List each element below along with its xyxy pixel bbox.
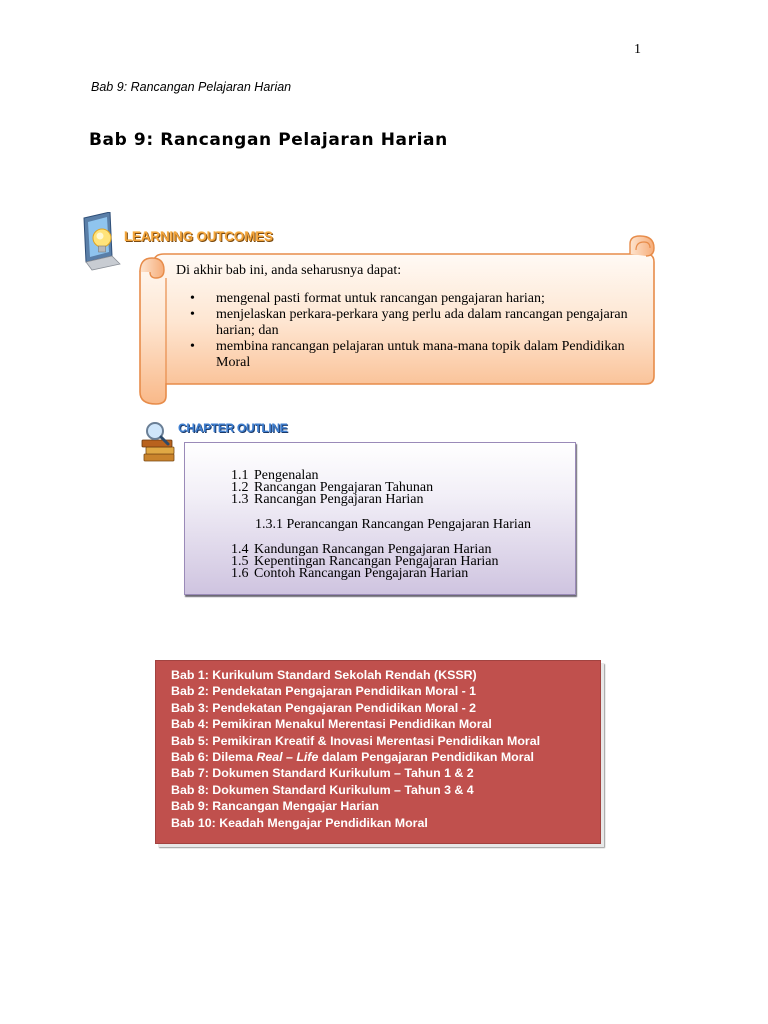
running-header: Bab 9: Rancangan Pelajaran Harian bbox=[91, 80, 292, 94]
chapter-outline-heading: CHAPTER OUTLINE bbox=[178, 421, 288, 435]
outline-item: 1.3 Rancangan Pengajaran Harian bbox=[231, 492, 424, 507]
chapter-list-item: Bab 10: Keadah Mengajar Pendidikan Moral bbox=[171, 815, 428, 830]
outline-item: 1.1 Pengenalan bbox=[231, 468, 319, 483]
learning-outcomes-intro: Di akhir bab ini, anda seharusnya dapat: bbox=[176, 263, 402, 278]
chapter-title: Bab 9: Rancangan Pelajaran Harian bbox=[89, 130, 448, 150]
chapter-list-item: Bab 6: Dilema Real – Life dalam Pengajaran Pendidikan Moral bbox=[171, 750, 534, 765]
chapter-list bbox=[171, 667, 540, 831]
learning-outcomes-list bbox=[176, 291, 646, 371]
outline-item: 1.2 Rancangan Pengajaran Tahunan bbox=[231, 480, 434, 495]
chapter-list-item: Bab 9: Rancangan Mengajar Harian bbox=[171, 799, 379, 814]
chapter-list-box bbox=[155, 660, 601, 844]
outline-item: 1.4 Kandungan Rancangan Pengajaran Harian bbox=[231, 542, 492, 557]
chapter-list-item: Bab 4: Pemikiran Menakul Merentasi Pendidikan Moral bbox=[171, 717, 492, 732]
chapter-list-item: Bab 1: Kurikulum Standard Sekolah Rendah (KSSR) bbox=[171, 668, 477, 682]
learning-outcomes-heading: LEARNING OUTCOMES bbox=[124, 229, 273, 244]
chapter-list-item: Bab 3: Pendekatan Pengajaran Pendidikan Moral - 2 bbox=[171, 700, 477, 715]
page-number: 1 bbox=[634, 42, 641, 57]
chapter-list-item: Bab 7: Dokumen Standard Kurikulum – Tahun 1 & 2 bbox=[171, 766, 474, 781]
chapter-list-item: Bab 8: Dokumen Standard Kurikulum – Tahun 3 & 4 bbox=[171, 782, 474, 797]
outline-subitem: 1.3.1 Perancangan Rancangan Pengajaran Harian bbox=[255, 517, 531, 532]
learning-outcomes-body bbox=[176, 263, 646, 371]
list-item: • menjelaskan perkara-perkara yang perlu ada dalam rancangan pengajaran harian; dan bbox=[176, 307, 646, 339]
list-item: • mengenal pasti format untuk rancangan pengajaran harian; bbox=[176, 291, 646, 307]
chapter-outline-list bbox=[231, 470, 531, 580]
chapter-outline-box bbox=[184, 442, 576, 595]
lightbulb-computer-icon bbox=[80, 212, 128, 276]
books-magnifier-icon bbox=[138, 418, 180, 468]
chapter-list-item: Bab 5: Pemikiran Kreatif & Inovasi Merentasi Pendidikan Moral bbox=[171, 733, 541, 748]
chapter-list-item: Bab 2: Pendekatan Pengajaran Pendidikan Moral - 1 bbox=[171, 684, 477, 699]
outline-item: 1.5 Kepentingan Rancangan Pengajaran Harian bbox=[231, 554, 499, 569]
outline-item: 1.6 Contoh Rancangan Pengajaran Harian bbox=[231, 566, 469, 581]
list-item: • membina rancangan pelajaran untuk mana-mana topik dalam Pendidikan Moral bbox=[176, 339, 646, 371]
